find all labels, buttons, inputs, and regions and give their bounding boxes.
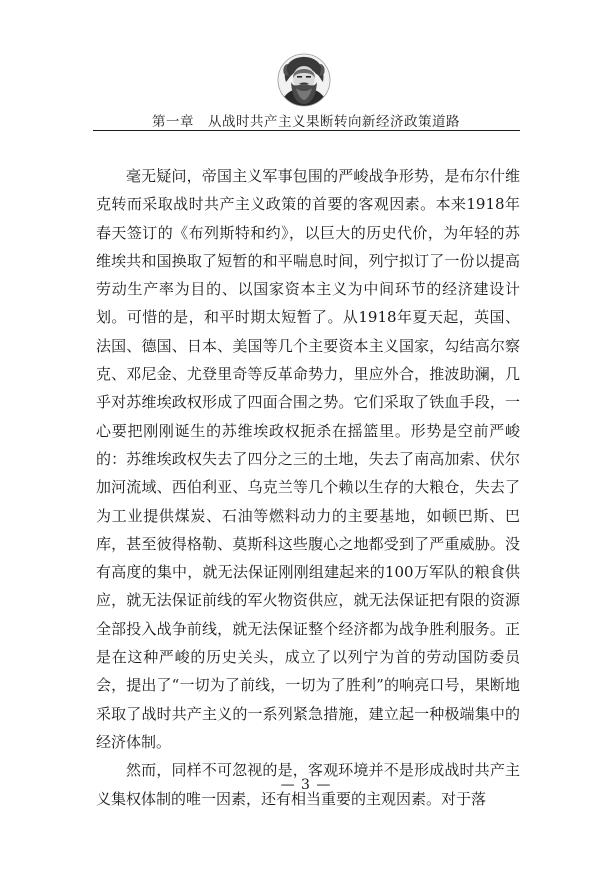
body-paragraph: 然而，同样不可忽视的是，客观环境并不是形成战时共产主义集权体制的唯一因素，还有相当重要的主观因素。对于落 bbox=[96, 761, 520, 808]
body-paragraph: 毫无疑问，帝国主义军事包围的严峻战争形势，是布尔什维克转而采取战时共产主义政策的首要的客观因素。本来1918年春天签订的《布列斯特和约》，以巨大的历史代价，为年轻的苏维埃共和国换取了短暂的和平喘息时间，列宁拟订了一份以提高劳动生产率为目的、以国家资本主义为中间环节的经济建设计划。可惜的是，和平时期太短暂了。从1918年夏天起，英国、法国、德国、日本、美国等几个主要资本主义国家，勾结高尔察克、邓尼金、尤登里奇等反革命势力，里应外合，推波助澜，几乎对苏维埃政权形成了四面合围之势。它们采取了铁血手段，一心要把刚刚诞生的苏维埃政权扼杀在摇篮里。形势是空前严峻的：苏维埃政权失去了四分之三的土地，失去了南高加索、伏尔加河流域、西伯利亚、乌克兰等几个赖以生存的大粮仓，失去了为工业提供煤炭、石油等燃料动力的主要基地，如顿巴斯、巴库，甚至彼得格勒、莫斯科这些腹心之地都受到了严重威胁。没有高度的集中，就无法保证刚刚组建起来的100万军队的粮食供应，就无法保证前线的军火物资供应，就无法保证把有限的资源全部投入战争前线，就无法保证整个经济都为战争胜利服务。正是在这种严峻的历史关头，成立了以列宁为首的劳动国防委员会，提出了“一切为了前线，一切为了胜利”的响亮口号，果断地采取了战时共产主义的一系列紧急措施，建立起一种极端集中的经济体制。 bbox=[96, 167, 520, 751]
header-divider bbox=[93, 130, 520, 131]
chapter-title: 第一章 从战时共产主义果断转向新经济政策道路 bbox=[152, 114, 460, 130]
portrait-drawing bbox=[276, 52, 332, 108]
page-body bbox=[96, 162, 520, 813]
page-number: — 3 — bbox=[280, 777, 332, 793]
marx-portrait-icon bbox=[276, 52, 332, 108]
